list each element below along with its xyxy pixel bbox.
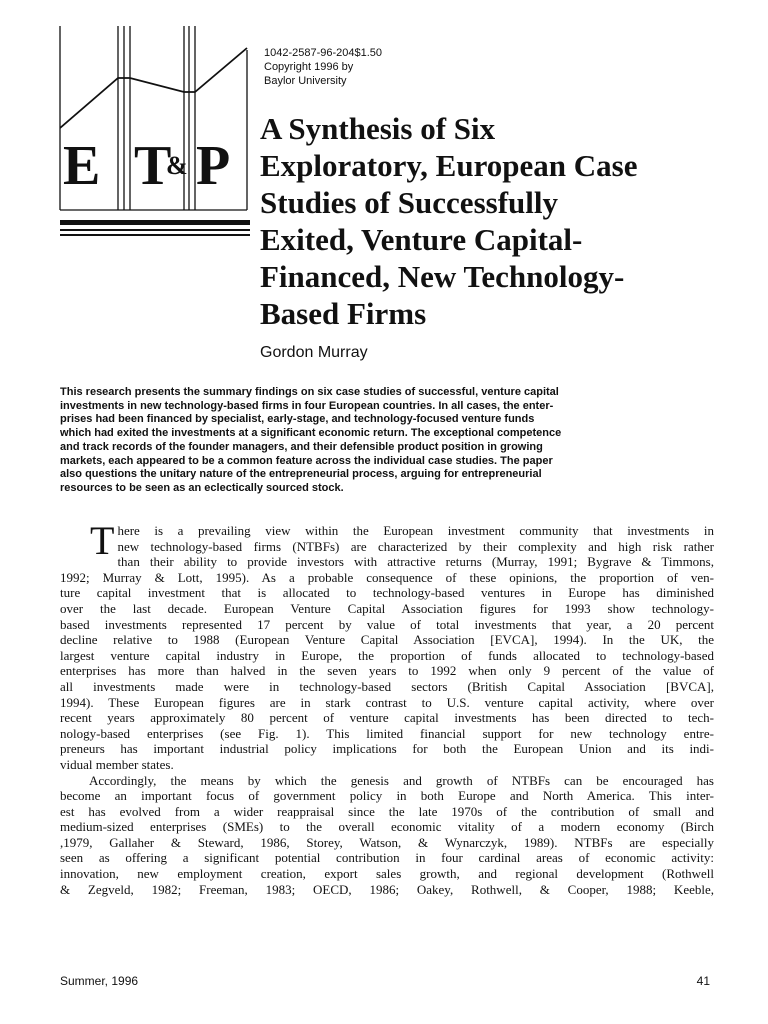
journal-logo xyxy=(58,26,258,256)
abstract-line: also questions the unitary nature of the entrepreneurial process, arguing for entrepreneurial xyxy=(60,468,542,481)
title-line: A Synthesis of Six xyxy=(260,111,496,146)
body-line: & Zegveld, 1982; Freeman, 1983; OECD, 1986; Oakey, Rothwell, & Cooper, 1988; Keeble, xyxy=(60,881,714,897)
body-line: largest venture capital industry in Europe, the proportion of funds allocated to technology-based xyxy=(60,647,714,663)
body-line: decline relative to 1988 (European Venture Capital Association [EVCA], 1994). In the UK, the xyxy=(60,632,714,648)
abstract-line: and track records of the founder managers, and their defensible product position in growing xyxy=(60,440,543,453)
drop-cap: T xyxy=(90,518,115,563)
body-line: new technology-based firms (NTBFs) are characterized by their complexity and high risk rather xyxy=(117,538,714,554)
body-line: 1994). These European figures are in stark contrast to U.S. venture capital activity, where over xyxy=(60,694,714,710)
abstract-line: investments in new technology-based firms in four European countries. In all cases, the enter- xyxy=(60,399,554,412)
abstract xyxy=(60,386,710,496)
title-line: Exploratory, European Case xyxy=(260,148,638,183)
body-line: nology-based enterprises (see Fig. 1). This limited financial support for new technology entre- xyxy=(60,725,714,741)
article-title xyxy=(260,110,740,332)
page-number: 41 xyxy=(696,974,710,988)
paragraph-1 xyxy=(60,518,714,773)
logo-letter-p: P xyxy=(196,135,231,197)
abstract-line: which had exited the investments at a significant economic return. The exceptional competence xyxy=(60,427,562,440)
publication-meta xyxy=(264,46,382,88)
body-line: ,1979, Gallaher & Steward, 1986, Storey, Watson, & Wynarczyk, 1989). NTBFs are especially xyxy=(60,834,714,850)
paragraph-2 xyxy=(60,773,714,898)
body-line: Accordingly, the means by which the genesis and growth of NTBFs can be encouraged has xyxy=(89,772,714,788)
abstract-line: prises had been financed by specialist, early-stage, and technology-focused venture funds xyxy=(60,413,535,426)
title-line: Financed, New Technology- xyxy=(260,259,625,294)
body-line: recent years approximately 80 percent of venture capital investments has been directed to tech- xyxy=(60,710,714,726)
title-line: Based Firms xyxy=(260,296,427,331)
author-name: Gordon Murray xyxy=(260,344,368,361)
title-line: Exited, Venture Capital- xyxy=(260,222,583,257)
body-line: seen as offering a significant potential contribution in four cardinal areas of economic activity: xyxy=(60,850,714,866)
logo-letter-e: E xyxy=(63,135,101,197)
article-code: 1042-2587-96-204$1.50 xyxy=(264,47,383,59)
body-line: over the last decade. European Venture Capital Association figures for 1993 show technology- xyxy=(60,600,714,616)
issue-footer: Summer, 1996 xyxy=(60,974,139,988)
body-line: innovation, new employment creation, export sales growth, and regional development (Rothwell xyxy=(60,866,714,882)
logo-letter-t: T xyxy=(134,135,172,197)
title-line: Studies of Successfully xyxy=(260,185,558,220)
body-line: than their ability to provide investors with attractive returns (Murray, 1991; Bygrave & Timmons, xyxy=(117,554,714,570)
body-line: become an important focus of government policy in both Europe and North America. This inter- xyxy=(60,788,714,804)
body-line: medium-sized enterprises (SMEs) to the overall economic vitality of a modern economy (Birch xyxy=(60,819,714,835)
abstract-line: This research presents the summary findings on six case studies of successful, venture capital xyxy=(60,386,559,398)
body-line: est has evolved from a wider reappraisal since the late 1970s of the contribution of small and xyxy=(60,803,714,819)
body-line: here is a prevailing view within the European investment community that investments in xyxy=(117,523,714,538)
body-line: based investments represented 17 percent by value of total investments that year, a 20 percent xyxy=(60,616,714,632)
abstract-line: markets, each appeared to be a common feature across the individual case studies. The paper xyxy=(60,454,553,467)
article-body xyxy=(60,518,714,897)
body-line: ture capital investment that is allocated to technology-based ventures in Europe has diminished xyxy=(60,585,714,601)
body-line: preneurs has important industrial policy implications for both the European Union and its indi- xyxy=(60,741,714,757)
body-line: vidual member states. xyxy=(60,756,174,772)
publisher-line: Baylor University xyxy=(264,75,347,87)
copyright-line: Copyright 1996 by xyxy=(264,61,354,73)
body-line: all investments made were in technology-based sectors (British Capital Association [BVCA], xyxy=(60,678,714,694)
body-line: enterprises has more than halved in the seven years to 1992 when only 9 percent of the value of xyxy=(60,663,714,679)
logo-ampersand: & xyxy=(166,151,188,180)
body-line: 1992; Murray & Lott, 1995). As a probable consequence of these opinions, the proportion of ven- xyxy=(60,569,714,585)
abstract-line: resources to be seen as an eclectically sourced stock. xyxy=(60,481,344,494)
